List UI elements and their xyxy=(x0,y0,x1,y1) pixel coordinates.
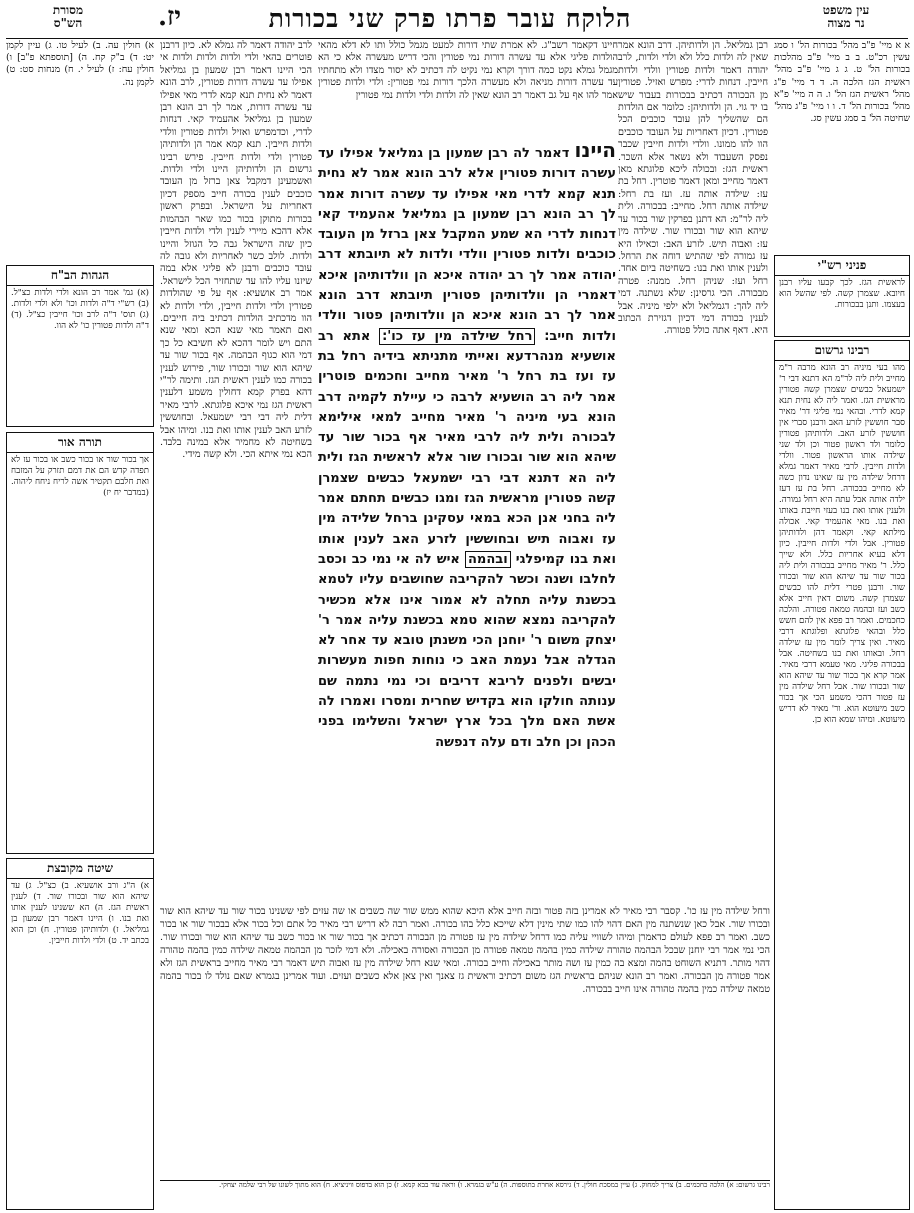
gemara-paragraph-1: דאמר לה רבן שמעון בן גמליאל אפילו עד עשרה דורות פטורין אלא לרב הונא אמר לא נחית תנא קמא לדרי מאי אפילו עד עשרה דורות אמר לך רב הונא רבן שמעון בן גמליאל אהעמיד קאי דנחות לדרי הא שמע המקבל צאן ברזל מן העובד כוכבים ולדות פטורין וולדי ולדות לא תיובתא דרב יהודה אמר לך רב יהודה איכא הן וולדותיהן איכא דאמרי הן וולדותיהן פטורין תיובתא דרב הונא אמר לך רב הונא איכא הן וולדותיהן פטור וולדי ולדות חייב: xyxy=(318,146,616,344)
ein-mishpat-label: עין משפט נר מצוה xyxy=(822,3,870,30)
rashi-top: חיינו דקאמר רשב"ג. לא אמרת שתי דורות למעט מגמל כולל ותו לא דלא מהאי הולדות פליגי אלא עד עשרה דורות נמי פטורין והכי דריש מעשרה אלא כי הא מגמל גמלא נקט כמה דורך וקרא נמי נקיט לה דכתיב לא יסור מצדו ולא מתחתיו עד עשרה דורות מניאה ולא מעשרה הלכך דורות נמי פטורין: ולדי ולדות פטורין אמר להו אף על גב דאמר רב הונא שאין לה ולדות ולדי ולדות נמי פטורין xyxy=(318,40,618,101)
shita-mekubetzet-text: א) ה"ג ורב אושעיא. ב) כצ"ל. ג) עד שיהא הוא שור ובכורו שור. ד) לענין ראשית הגז. ה) הא ששנינו לענין אותו ואת בנו. ו) היינו דאמר רבן שמעון בן גמליאל. ז) ולדותיהן פטורין. ח) וכן הוא בכתב יד. ט) ולדי ולדות חייבין. xyxy=(11,881,149,946)
hagahot-text: (א) גמ' אמר רב הונא ולדי ולדות כצ"ל. (ב) רש"י ד"ה ולדות וכו' ולא ולדי ולדות. (ג) תוס' ד"ה לרב וכו' חייבין כצ"ל. (ד) ד"ה ולדות פטורין כו' לא הוו. xyxy=(11,288,149,331)
shita-mekubetzet-box xyxy=(6,858,154,1210)
gemara-paragraph-2: אתא רב אושעיא מנהרדעא ואייתי מתניתא בידיה רחל בת עז ועז בת רחל ר' מאיר מחייב וחכמים פוטרין אמר ליה רב הושעיא לרבה כי עיילת לקמיה דרב הונא בעי מיניה ר' מאיר מחייב למאי אילימא לבכורה ולית ליה לרבי מאיר אף בכור שור עד שיהא הוא שור ובכורו שור אלא לראשית הגז ולית ליה הא דתנא דבי רבי ישמעאל כבשים שצמרן קשה פטורין מראשית הגז ומגו כבשים תחתם אמר ליה בחני אנן הכא במאי עסקינן ברחל שלידה מין עז ואבוה תיש ובחוששין לזרע האב לענין אותו ואת בנו קמיפלגי xyxy=(318,328,616,567)
gemara-paragraph-3: איש לה אי נמי כב וכסב לחלבו ושנה וכשר להקריבה שחושבים עליו לטמא בכשנת עליה תחלה לא אמור אינו אלא מכשיר להקריבה נמצא שהוא טמא בכשנת עליה אמר ר' יצחק משום ר' יוחנן הכי משנתן טובא עד אחר לא הגדלה אבל נעמת האב כי נוחות חפות מעשרות יבשים ולפנים לריבא דריבים וכי נמי נתמה שם ענותה חולקו הוא בקדיש שחרית ומסרו ואמרו לה אשת האם מלך בכל ארץ ישראל והשלימו בפני הכהן וכן חלב ודם עלה דנפשה xyxy=(318,551,616,750)
hagahot-title: הגהות הב"ח xyxy=(7,266,153,286)
mishnah-quote-box: רחל שילדה מין עז כו': xyxy=(379,328,535,345)
gemara-opening-word: היינו xyxy=(574,140,616,162)
ein-mishpat-text: א א מיי' פ"ב מהל' בכורות הל' ו סמג עשין רכ"ט. ב ב מיי' פ"ב מהלכות בכורות הל' ט. ג ג מיי' פ"ב מהל' ראשית הגז הלכה ה. ד ד מיי' פ"ג מהל' ראשית הגז הל' ו. ה ה מיי' פ"א מהל' בכורות הל' ד. ו ו מיי' פ"ג מהל' שחיטה הל' ב סמג עשין סג. xyxy=(774,40,910,125)
shita-mekubetzet-title: שיטה מקובצת xyxy=(7,859,153,879)
rabbeinu-gershom-text: מהו בעי מיניה רב הונא מרבה ר"מ מחייב ולית ליה לר"מ הא דתנא דבי ר' ישמעאל כבשים שצמרן קשה פטורין מראשית הגז. ואמר ליה לא נחית תנא קמא לדרי. ובהאי נמי פליגי דר' מאיר סבר חוששין לזרע האב ורבנן סברי אין חוששין לזרע האב. ולדותיהן פטורין כלומר ולד ראשון פטור וכן ולד שני שילדה אותו הראשון פטור. וולדי ולדות חייבין. לרבי מאיר דאמר גמלא דרחל שילדה מין עז שאינו נדון כשה לא מחייב בבכורה. רחל בת עז דעז ילדה אותה אבל עתה היא רחל גמורה. ולענין אותו ואת בנו בעזי חייבת באותו ואת בנו. מאי אהעמיד קאי. אכולה מילתא קאי. וקאמר דהן ולדותיהן פטורין. אבל ולדי ולדות חייבין. כיון דלא בעיא אחריות כלל. ולא שייך כלל. ר' מאיר מחייב בבכורה ולית ליה בכור שור עד שיהא הוא שור ובכורו שור. ורבנן פטרי דלית להו כבשים שצמרן קשה. משום דאין חייב אלא כשב ועז ובהמה טמאה פטורה. והלכה כחכמים. ואמר רב פפא אין להם חשש כלל ובהאי פלוגתא ופלוגתא דרבי מאיר. ואין צריך לומר מין עז שילדה רחל. ובאותו ואת בנו בשחיטה. אבל בבכורה פליגי. מאי טעמא דרבי מאיר. אמר קרא אך בכור שור עד שיהא הוא שור ובכורו שור. אבל רחל שילדה מין עז פטור דהכי משמע הכי אך בכור כשב מיעוטא הוא. ור' מאיר לא דריש מיעוטא. ומיהו שמא הוא כן. xyxy=(779,363,905,725)
rashi-commentary: רבן גמליאל. הן ולדותיהן. דרב הונא אמר שאין לה ולדות כלל ולא ולדי ולדות, לרב יהודה דאמר ולדות פטורין וולדי ולדות חייבין. דנחות לדרי: מפרש ואזיל. פטורין מן הבכורה דכתיב בבכורות בעבור שיש בו יד גוי. הן ולדותיהן: כלומר אם הולדות הם שהשליך להן עובד כוכבים הכל פטורין. דכיון דאחריות על העובד כוכבים הוו להו ממונו. וולדי ולדות חייבין שכבר נפסק השעבוד ולא נשאר אלא השכר. ראשית הגז: ובכולה ליכא פלוגתא מאן דאמר מחייב ומאן דאמר פוטרין. רחל בת עז: שילדה אותה עז. ועז בת רחל: שילדה אותה רחל. מחייב: בבכורה. ולית ליה לר"מ: הא דתנן בפרקין שור בכור עד שיהא הוא שור ובכורו שור. שילדה מין עז: ואבוה תיש. לזרע האב: וכאילו היא עז גמורה לפי שהתיש דוחה את הרחל. ולענין אותו ואת בנו: בשחיטה ביום אחד. רחל ועז: שניהן רחל. ממנה: פטרה מבכורה. הכי גרסינן: שלא נשתנה. דמי ליה להך: דגמליאל ולא ילפי מיניה. אבל לענין בכורה דמי דכיון דגזירת הכתוב היא. דאף אתה כולל פטורה. xyxy=(618,40,768,337)
pninei-rashi-text: לראשית הגז. לכך קבעו עליו רבנן חיובא. שצמרן קשה. לפי שהשל הוא בעצמו. ותנן בבכורות. xyxy=(779,278,905,310)
hagahot-box xyxy=(6,265,154,427)
pninei-rashi-title: פניני רש"י xyxy=(775,256,909,276)
page-header xyxy=(0,0,914,40)
torah-or-title: תורה אור xyxy=(7,433,153,453)
mishnah-quote-box-2: ובהמה xyxy=(465,551,511,568)
rabbeinu-gershom-box xyxy=(774,340,910,1210)
tosafot-commentary: לרב יהודה דאמר לה גמלא לא. כיון דרבנן פוטרים בהאי ולדי ולדות ולדות ולדות אי הכי היינו דאמר רבן שמעון בן גמליאל אפילו עד עשרה דורות פטורין, לרב הונא דאמר לא נחית תנא קמא לדרי מאי אפילו עד עשרה דורות, אמר לך רב הונא רבן שמעון בן גמליאל אהעמיד קאי. דנחות לדרי, וכדמפרש ואזיל ולדות פטורין וולדי ולדות חייבין. תנא קמא אמר הן ולדותיהן פטורין ולדי ולדות חייבין. פירש רבינו גרשום הן ולדותיהן היינו ולדי ולדות. ואשמעינן דמקבל צאן ברזל מן העובד כוכבים לענין בכורה חייב מספק דכיון דאחריות על הישראל. ובפרק ראשון בכורות מתוקן בכור כמו שאר הבהמות אלא דהכא מיירי לענין ולדי ולדות חייבין כיון שזה הישראל גבה כל הגוזל והיינו ולדות. לולב כשר לאחריות ולא גובה לה עובד כוכבים ורבנן לא פליגי אלא במה שיזנו עליו להו עד שתחזיר הכל לישראל. אמר רב אושעיא: אף על פי שהולדות פטורין ולדי ולדות חייבין, ולדי ולדות לא הוו מדכתיב הולדות דכתיב ביה חייבים. ואם תאמר מאי שנא הכא ומאי שנא התם ויש לומר דהכא לא חשיבא כל כך דמי הוא כגוף הבהמה. אף בכור שור עד שיהא הוא שור ובכורו שור, פירוש לענין בכורה כמו לענין ראשית הגז. ותימה לר"י דהא בפרק קמא דחולין משמע דלענין ראשית הגז נמי איכא פלוגתא. לרבי מאיר דלית ליה דבי רבי ישמעאל. ובחוששין לזרע האב לענין אותו ואת בנו. ומיהו אבל בשחיטה לא מחמיר אלא במינה בלבד. הכא נמי איתא הכי. ולא קשה מידי. xyxy=(160,40,312,461)
gemara-main-text xyxy=(318,140,616,897)
header-rule xyxy=(6,38,908,39)
left-margin-column xyxy=(774,40,910,1210)
torah-or-text: אך בכור שור או בכור כשב או בכור עז לא תפדה קדש הם את דמם תזרק על המזבח ואת חלבם תקטיר אשה לריח ניחח ליהוה. (במדבר יח יז) xyxy=(11,455,149,498)
page-title: הלוקח עובר פרתו פרק שני בכורות xyxy=(268,4,632,33)
masoret-label: מסורת הש"ס xyxy=(52,3,84,30)
rabbeinu-gershom-title: רבינו גרשום xyxy=(775,341,909,361)
pninei-rashi-box xyxy=(774,255,910,337)
torah-or-box xyxy=(6,432,154,854)
footnotes: רבינו גרשום: א) הלכה כחכמים. ב) צריך למחוק. ג) עיין במסכת חולין. ד) גירסא אחרת בתוספות. ה) ע"ש בגמרא. ו) וראה עוד בבא קמא. ז) כן הוא בדפוס וויניציא. ח) הוא מתוך לשונו של רבי שלמה יצחקי. xyxy=(160,1180,770,1211)
page-number: יז. xyxy=(158,2,182,32)
bottom-commentary: ורחל שילדה מין עז כו'. קסבר רבי מאיר לא אמרינן בזה פטור ובזה חייב אלא היכא שהוא ממש שור שה כשבים או שה עזים לפי ששנינו בכור שור עד שיהא הוא שור ובכורו שור. אבל כאן שנשתנה מין האם דהוי להו כמו שתי מינין דלא שייכא כלל בהו בכורה. ואמר רבה לא דריש רבי מאיר כל אתם וכל בכור אלא בבכור שור או בכור כשב. ואמר רב פפא לעולם כדאמרן ומיהו לשוויי עליה כמו דרחל שילדה מין עז פטורה מן הבכורה דכתיב אך בכור שור או בכור כשב עד שיהא הוא שור ובכורו שור. הכי נמי אמר רבי יוחנן שבכל הבהמה טהורה שילדה כמין בהמה טמאה פטורה מן הבכורה ואסורה באכילה. ולא דמי לזכר מן הבהמה טמאה שילדה כמין בהמה טהורה דהוי מותר. דתניא השוחט בהמה ומצא בה כמין עז ושה מותר באכילה וחייב בכורה. ומאי שנא רחל שילדה מין עז ואבוה תיש דאמר רבי מאיר מחייב בראשית הגז ולא אמר פטורה מן הבכורה. ואמר רב הונא שניהם בראשית הגז משום דכתיב וראשית גז צאנך ואין צאן אלא כשבים ועזים. ועוד אמרינן בגמרא שאם נולד לו בכור בהמה טמאה שילדה כמין בהמה טהורה אינו חייב בבכורה. xyxy=(160,906,770,995)
right-margin-column xyxy=(6,40,154,1210)
masoret-text: א) חולין עה. ב) לעיל טו. ג) עיין לקמן יט: ד) ב"ק קח. ה) [תוספתא פ"ב] ו) חולין עח: ז) לעיל י. ח) מנחות סט: ט) לקמן נה. xyxy=(6,40,154,88)
